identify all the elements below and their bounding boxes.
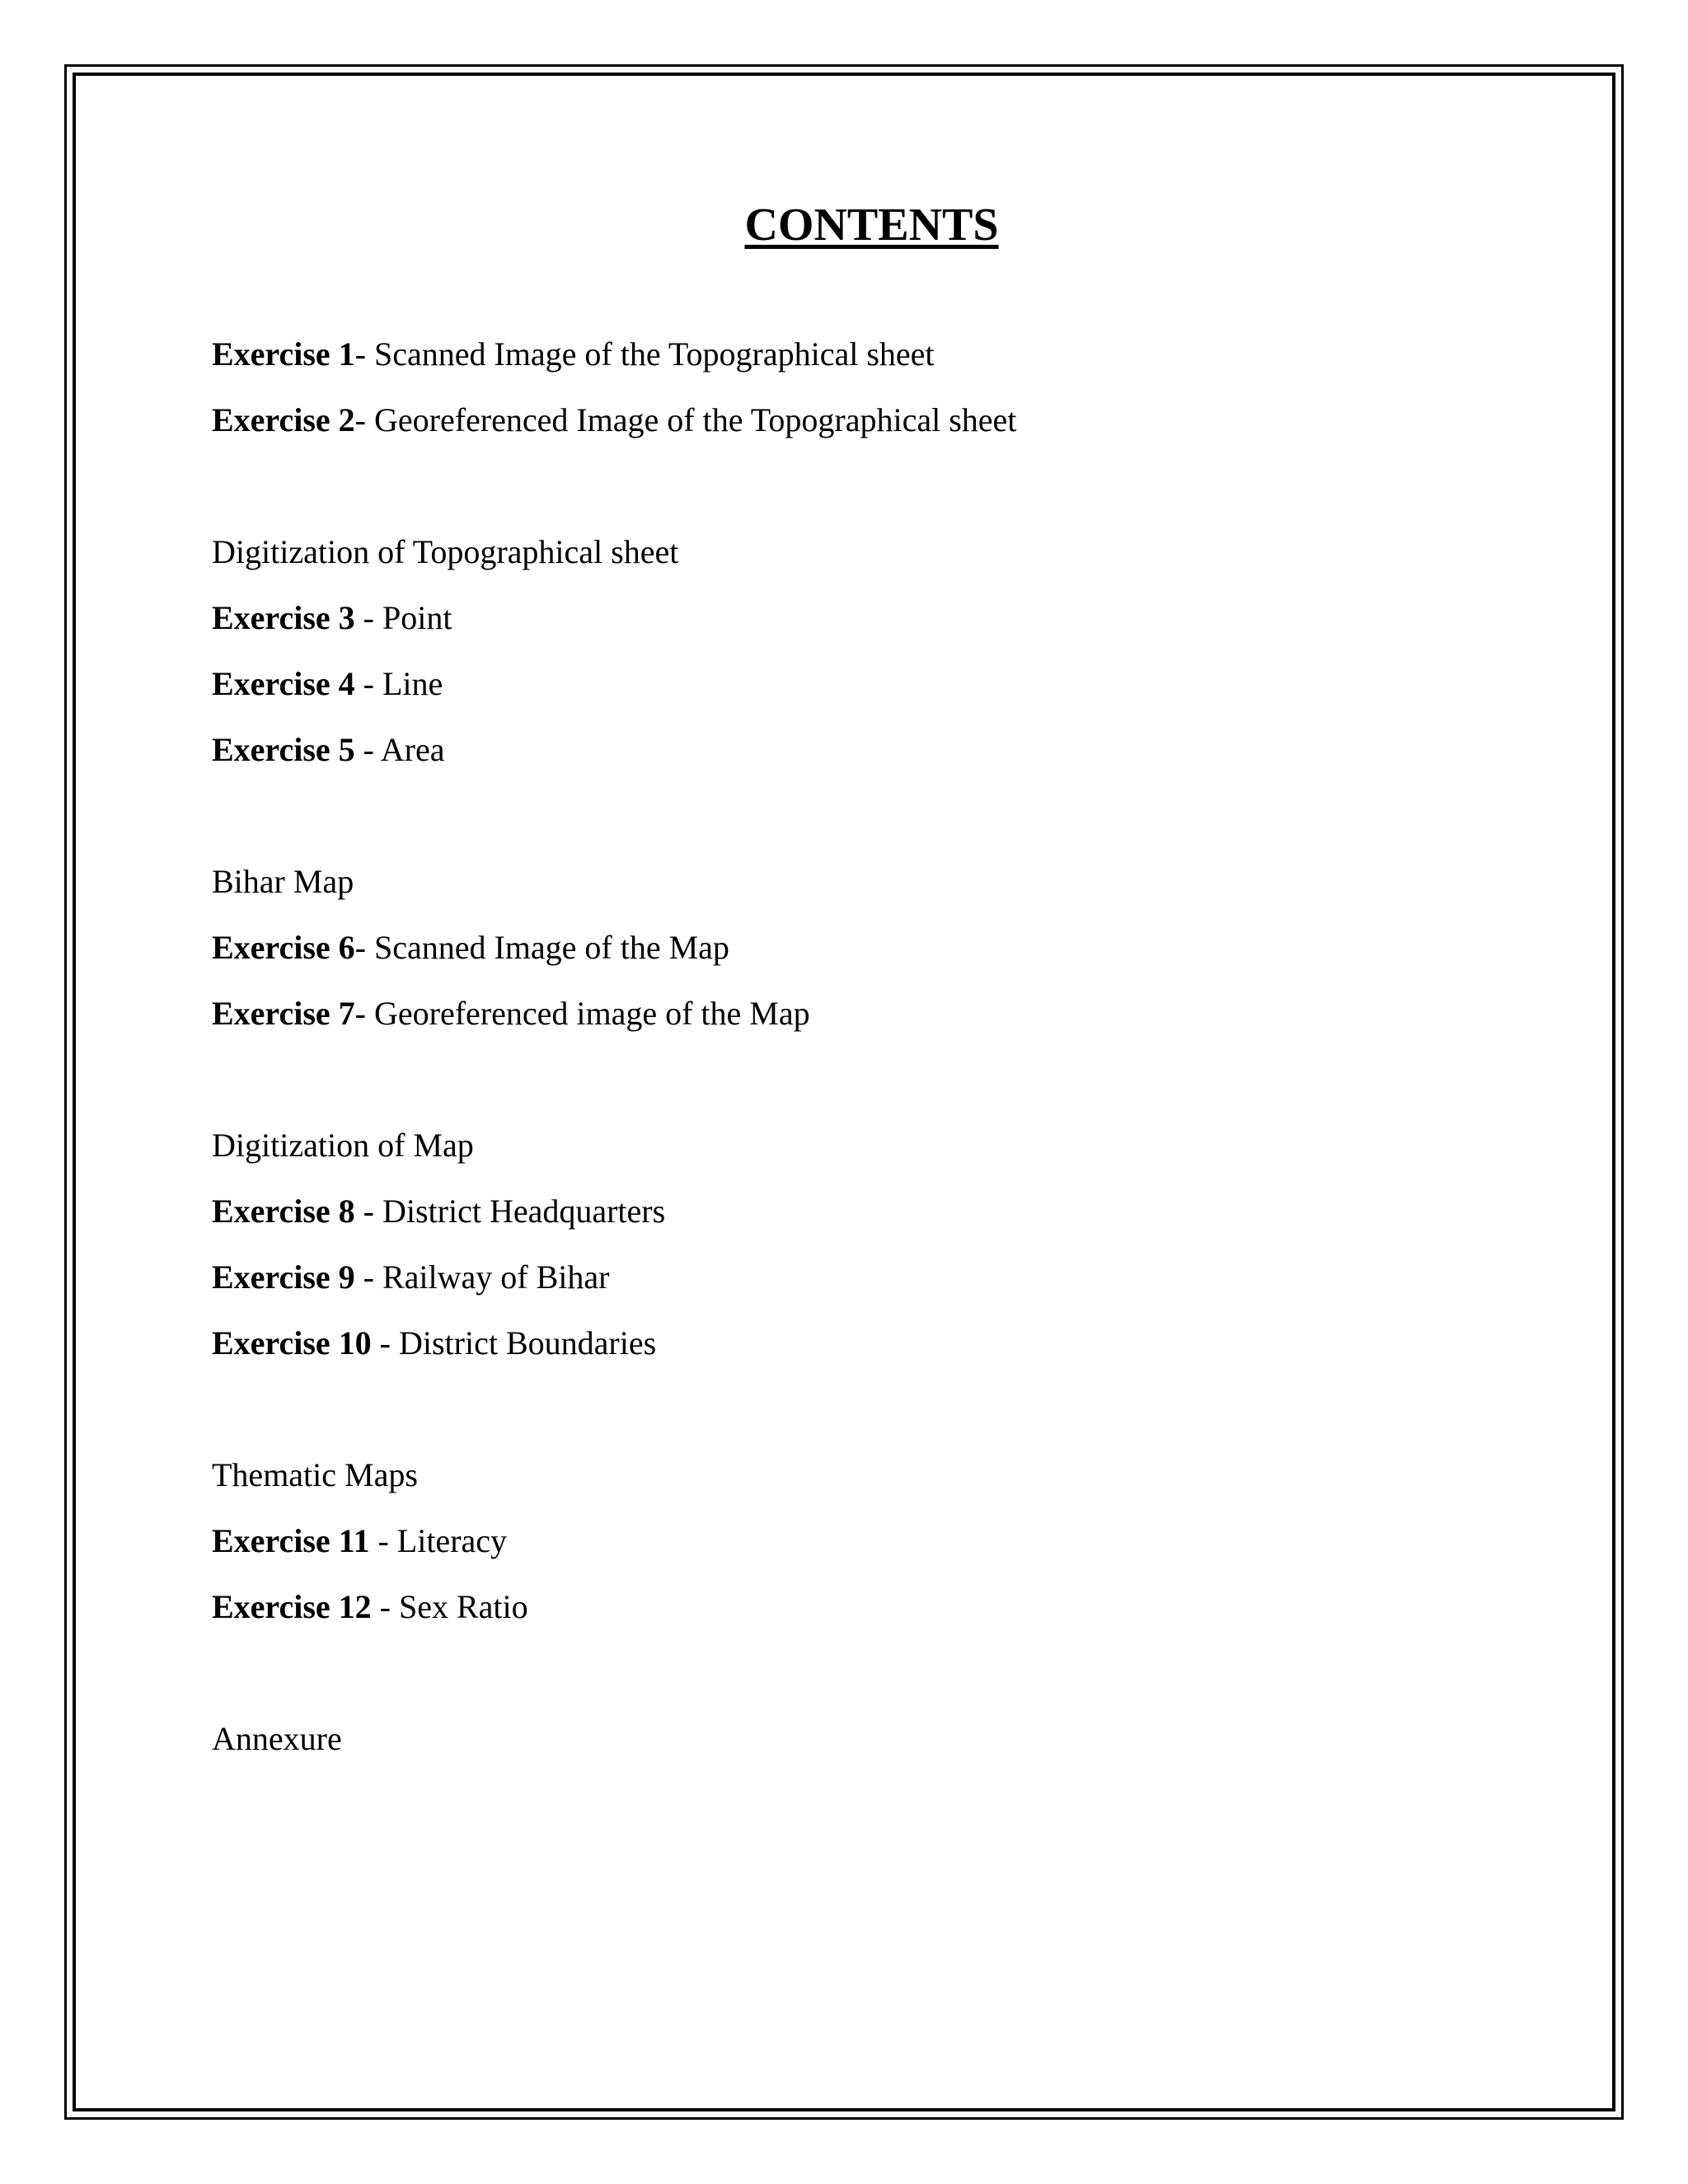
page-title: CONTENTS bbox=[744, 199, 999, 251]
toc-entry-exercise-8: Exercise 8 - District Headquarters bbox=[212, 1193, 666, 1230]
toc-entry-exercise-9: Exercise 9 - Railway of Bihar bbox=[212, 1258, 610, 1296]
toc-entry-exercise-11: Exercise 11 - Literacy bbox=[212, 1522, 508, 1559]
toc-entry-exercise-5: Exercise 5 - Area bbox=[212, 731, 445, 768]
toc-entry-exercise-12: Exercise 12 - Sex Ratio bbox=[212, 1588, 528, 1625]
toc-section-bihar-map: Bihar Map bbox=[212, 863, 354, 900]
toc-entry-exercise-3: Exercise 3 - Point bbox=[212, 599, 452, 636]
toc-entry-exercise-1: Exercise 1- Scanned Image of the Topographical sheet bbox=[212, 335, 935, 373]
toc-entry-exercise-6: Exercise 6- Scanned Image of the Map bbox=[212, 929, 729, 966]
page-border-inner bbox=[73, 73, 1615, 2111]
toc-entry-exercise-4: Exercise 4 - Line bbox=[212, 665, 443, 702]
toc-section-digitization-topo: Digitization of Topographical sheet bbox=[212, 533, 679, 570]
toc-section-annexure: Annexure bbox=[212, 1720, 342, 1757]
toc-entry-exercise-7: Exercise 7- Georeferenced image of the Map bbox=[212, 995, 810, 1032]
toc-entry-exercise-10: Exercise 10 - District Boundaries bbox=[212, 1324, 657, 1361]
toc-section-thematic-maps: Thematic Maps bbox=[212, 1456, 418, 1493]
toc-section-digitization-map: Digitization of Map bbox=[212, 1127, 474, 1164]
toc-entry-exercise-2: Exercise 2- Georeferenced Image of the Topographical sheet bbox=[212, 401, 1017, 438]
